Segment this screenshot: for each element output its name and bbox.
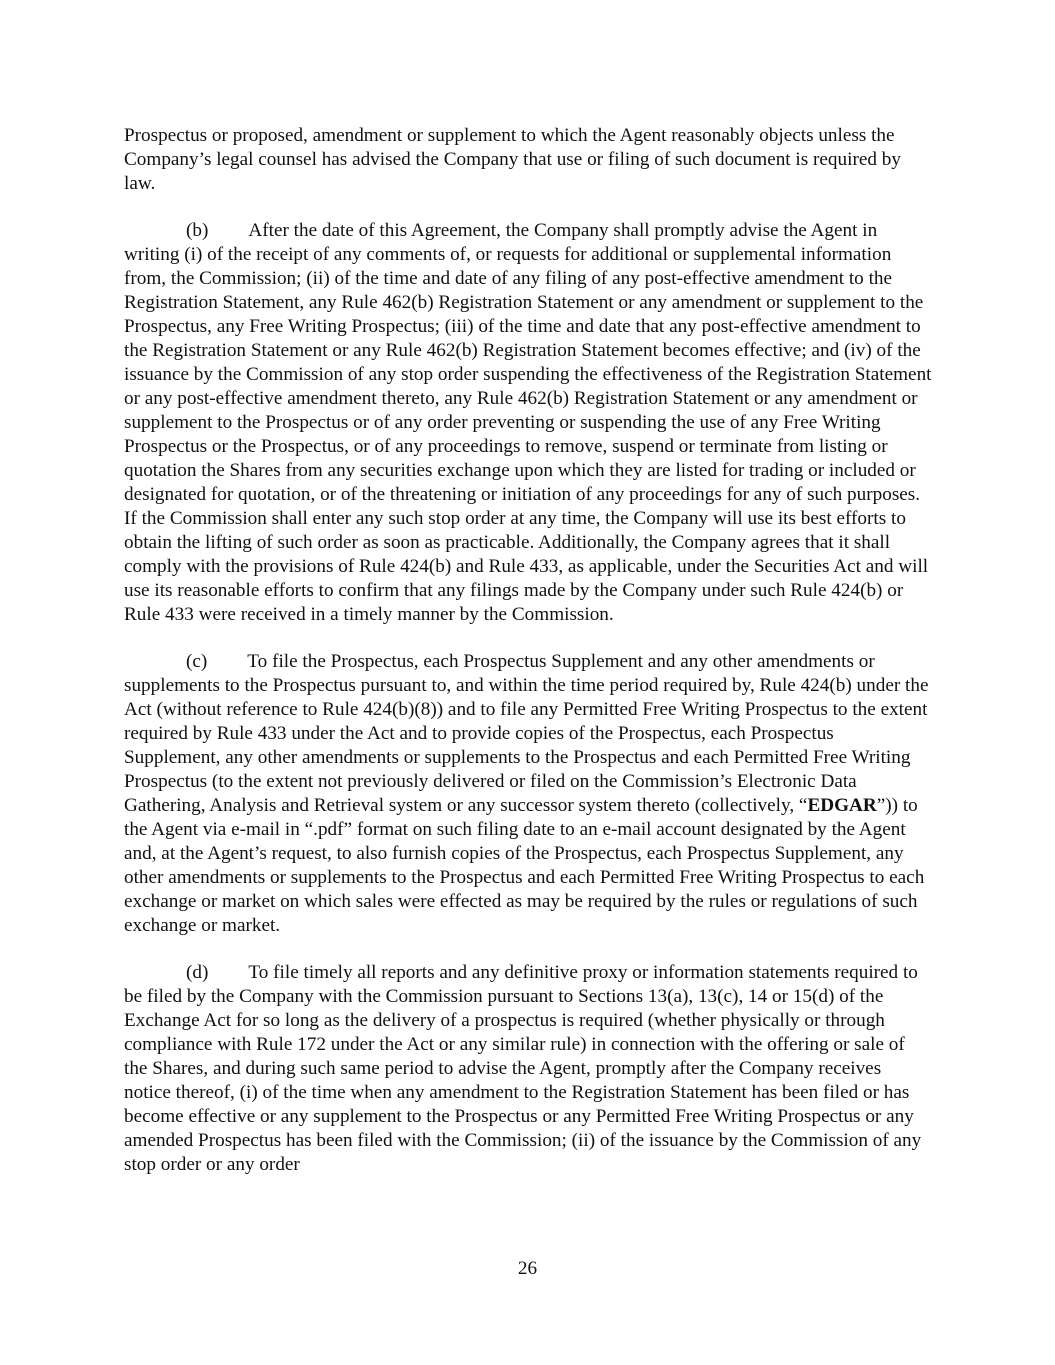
document-body — [124, 124, 932, 1200]
paragraph-intro — [124, 124, 932, 196]
paragraph-c-label: (c) — [186, 651, 208, 672]
defined-term-edgar: EDGAR — [807, 795, 877, 816]
page-number: 26 — [517, 1258, 538, 1279]
paragraph-b-label: (b) — [186, 220, 209, 241]
paragraph-c-text-after: ”)) to the Agent via e-mail in “.pdf” format on such filing date to an e-mail account designated by the Agent and, at the Agent’s request, to also furnish copies of the Prospectus, each Prospectus Supplement, any other amendments or supplements to the Prospectus and each Permitted Free Writing Prospectus to each exchange or market on which sales were effected as may be required by the rules or regulations of such exchange or market. — [124, 795, 925, 936]
paragraph-c-text-before: To file the Prospectus, each Prospectus Supplement and any other amendments or supplements to the Prospectus pursuant to, and within the time period required by, Rule 424(b) under the Act (without reference to Rule 424(b)(8)) and to file any Permitted Free Writing Prospectus to the extent required by Rule 433 under the Act and to provide copies of the Prospectus, each Prospectus Supplement, any other amendments or supplements to the Prospectus and each Permitted Free Writing Prospectus (to the extent not previously delivered or filed on the Commission’s Electronic Data Gathering, Analysis and Retrieval system or any successor system thereto (collectively, “ — [124, 651, 929, 816]
paragraph-b — [124, 219, 932, 627]
paragraph-d-label: (d) — [186, 962, 209, 983]
paragraph-d — [124, 961, 932, 1177]
paragraph-b-text: After the date of this Agreement, the Company shall promptly advise the Agent in writing (i) of the receipt of any comments of, or requests for additional or supplemental information from, the Commission; (ii) of the time and date of any filing of any post-effective amendment to the Registration Statement, any Rule 462(b) Registration Statement or any amendment or supplement to the Prospectus, any Free Writing Prospectus; (iii) of the time and date that any post-effective amendment to the Registration Statement or any Rule 462(b) Registration Statement becomes effective; and (iv) of the issuance by the Commission of any stop order suspending the effectiveness of the Registration Statement or any post-effective amendment thereto, any Rule 462(b) Registration Statement or any amendment or supplement to the Prospectus or of any order preventing or suspending the use of any Free Writing Prospectus or the Prospectus, or of any proceedings to remove, suspend or terminate from listing or quotation the Shares from any securities exchange upon which they are listed for trading or included or designated for quotation, or of the threatening or initiation of any proceedings for any of such purposes. If the Commission shall enter any such stop order at any time, the Company will use its best efforts to obtain the lifting of such order as soon as practicable. Additionally, the Company agrees that it shall comply with the provisions of Rule 424(b) and Rule 433, as applicable, under the Securities Act and will use its reasonable efforts to confirm that any filings made by the Company under such Rule 424(b) or Rule 433 were received in a timely manner by the Commission. — [124, 220, 932, 625]
paragraph-intro-text: Prospectus or proposed, amendment or supplement to which the Agent reasonably objects unless the Company’s legal counsel has advised the Company that use or filing of such document is required by law. — [124, 125, 901, 194]
paragraph-d-text: To file timely all reports and any definitive proxy or information statements required to be filed by the Company with the Commission pursuant to Sections 13(a), 13(c), 14 or 15(d) of the Exchange Act for so long as the delivery of a prospectus is required (whether physically or through compliance with Rule 172 under the Act or any similar rule) in connection with the offering or sale of the Shares, and during such same period to advise the Agent, promptly after the Company receives notice thereof, (i) of the time when any amendment to the Registration Statement has been filed or has become effective or any supplement to the Prospectus or any Permitted Free Writing Prospectus or any amended Prospectus has been filed with the Commission; (ii) of the issuance by the Commission of any stop order or any order — [124, 962, 922, 1175]
paragraph-c — [124, 650, 932, 938]
